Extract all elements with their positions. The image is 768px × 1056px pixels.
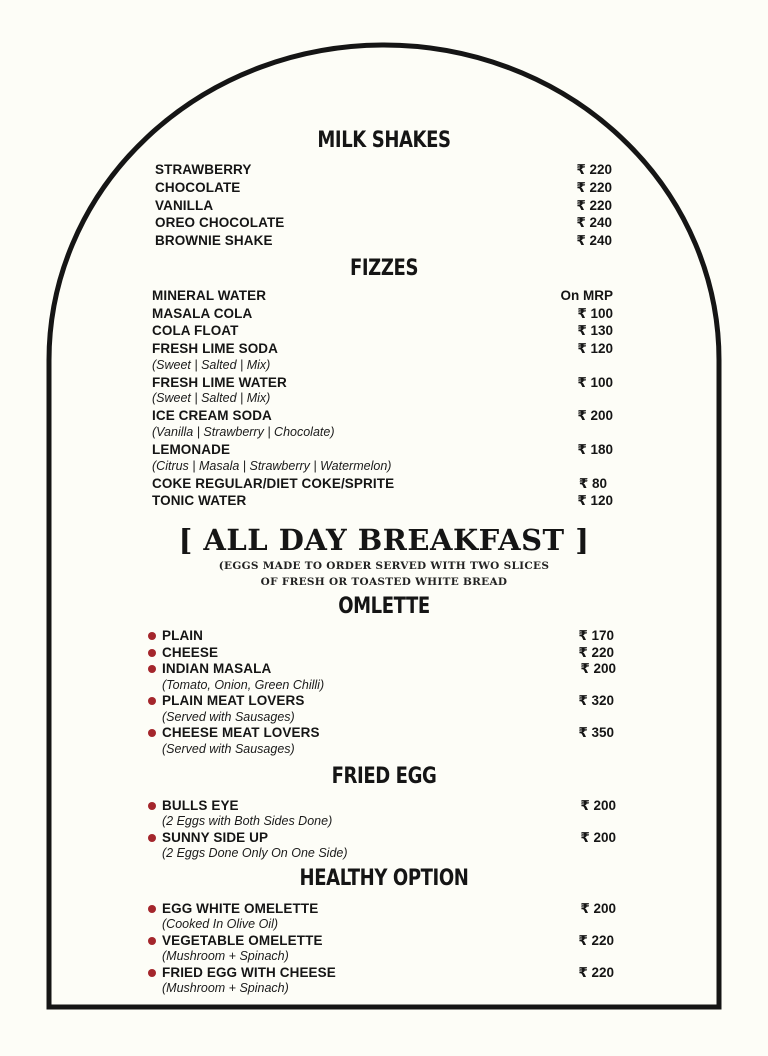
menu-item-price: ₹ 200 <box>580 901 616 916</box>
menu-item-price: ₹ 80 <box>578 476 607 491</box>
menu-item-price: On MRP <box>560 288 613 303</box>
menu-item-name: COLA FLOAT <box>152 323 239 338</box>
menu-item-description: (Served with Sausages) <box>162 710 295 724</box>
menu-item-name: FRESH LIME WATER <box>152 375 287 390</box>
breakfast-note-line1: (EGGS MADE TO ORDER SERVED WITH TWO SLICES <box>218 560 550 572</box>
fizzes-heading: FIZZES <box>349 256 419 281</box>
menu-item-price: ₹ 100 <box>577 375 613 390</box>
menu-item-description: (2 Eggs with Both Sides Done) <box>162 814 333 828</box>
menu-item-description: (Served with Sausages) <box>162 742 295 756</box>
menu-item-name: BULLS EYE <box>162 798 239 813</box>
menu-item-name: FRESH LIME SODA <box>152 341 279 356</box>
menu-item-name: MASALA COLA <box>152 306 253 321</box>
breakfast-heading: [ ALL DAY BREAKFAST ] <box>178 523 590 557</box>
menu-item-name: OREO CHOCOLATE <box>155 215 285 230</box>
menu-item-name: CHEESE <box>162 645 219 660</box>
menu-item-price: ₹ 220 <box>576 180 612 195</box>
menu-item-price: ₹ 200 <box>580 661 616 676</box>
menu-item-name: TONIC WATER <box>152 493 247 508</box>
menu-item-price: ₹ 350 <box>578 725 614 740</box>
bullet-icon <box>148 697 156 705</box>
menu-item-price: ₹ 220 <box>578 645 614 660</box>
menu-item-price: ₹ 130 <box>577 323 613 338</box>
menu-item-price: ₹ 220 <box>578 933 614 948</box>
menu-item-description: (Sweet | Salted | Mix) <box>152 358 271 372</box>
menu-item-description: (Cooked In Olive Oil) <box>162 917 279 931</box>
menu-item-price: ₹ 120 <box>577 493 613 508</box>
menu-item-name: VANILLA <box>155 198 214 213</box>
bullet-icon <box>148 729 156 737</box>
healthy-option-heading: HEALTHY OPTION <box>299 866 469 891</box>
menu-item-name: VEGETABLE OMELETTE <box>162 933 323 948</box>
menu-item-name: COKE REGULAR/DIET COKE/SPRITE <box>152 476 395 491</box>
menu-item-description: (Tomato, Onion, Green Chilli) <box>162 678 325 692</box>
bullet-icon <box>148 665 156 673</box>
menu-item-price: ₹ 320 <box>578 693 614 708</box>
menu-item-name: INDIAN MASALA <box>162 661 272 676</box>
menu-item-description: (Vanilla | Strawberry | Chocolate) <box>152 425 335 439</box>
menu-item-price: ₹ 220 <box>576 162 612 177</box>
menu-item-description: (2 Eggs Done Only On One Side) <box>162 846 348 860</box>
menu-item-price: ₹ 180 <box>577 442 613 457</box>
menu-item-name: EGG WHITE OMELETTE <box>162 901 319 916</box>
omlette-heading: OMLETTE <box>338 594 430 619</box>
menu-item-name: SUNNY SIDE UP <box>162 830 269 845</box>
menu-item-price: ₹ 240 <box>576 233 612 248</box>
bullet-icon <box>148 937 156 945</box>
fried-egg-heading: FRIED EGG <box>331 764 437 789</box>
menu-item-description: (Mushroom + Spinach) <box>162 949 289 963</box>
menu-item-name: CHOCOLATE <box>155 180 241 195</box>
menu-item-name: PLAIN <box>162 628 203 643</box>
menu-item-price: ₹ 100 <box>577 306 613 321</box>
bullet-icon <box>148 802 156 810</box>
menu-item-name: MINERAL WATER <box>152 288 267 303</box>
breakfast-note-line2: OF FRESH OR TOASTED WHITE BREAD <box>260 576 508 588</box>
menu-item-price: ₹ 200 <box>580 830 616 845</box>
menu-item-price: ₹ 220 <box>578 965 614 980</box>
menu-item-description: (Citrus | Masala | Strawberry | Watermelon) <box>152 459 392 473</box>
bullet-icon <box>148 905 156 913</box>
menu-item-name: LEMONADE <box>152 442 231 457</box>
menu-item-description: (Sweet | Salted | Mix) <box>152 391 271 405</box>
menu-item-price: ₹ 220 <box>576 198 612 213</box>
menu-item-price: ₹ 200 <box>577 408 613 423</box>
milkshakes-heading: MILK SHAKES <box>317 128 451 153</box>
menu-item-price: ₹ 120 <box>577 341 613 356</box>
menu-item-name: STRAWBERRY <box>155 162 252 177</box>
menu-item-price: ₹ 200 <box>580 798 616 813</box>
menu-item-name: FRIED EGG WITH CHEESE <box>162 965 336 980</box>
menu-item-name: ICE CREAM SODA <box>152 408 272 423</box>
menu-item-description: (Mushroom + Spinach) <box>162 981 289 995</box>
menu-item-name: BROWNIE SHAKE <box>155 233 273 248</box>
bullet-icon <box>148 969 156 977</box>
menu-item-price: ₹ 170 <box>578 628 614 643</box>
menu-item-price: ₹ 240 <box>576 215 612 230</box>
bullet-icon <box>148 834 156 842</box>
bullet-icon <box>148 649 156 657</box>
bullet-icon <box>148 632 156 640</box>
menu-item-name: PLAIN MEAT LOVERS <box>162 693 305 708</box>
menu-item-name: CHEESE MEAT LOVERS <box>162 725 320 740</box>
